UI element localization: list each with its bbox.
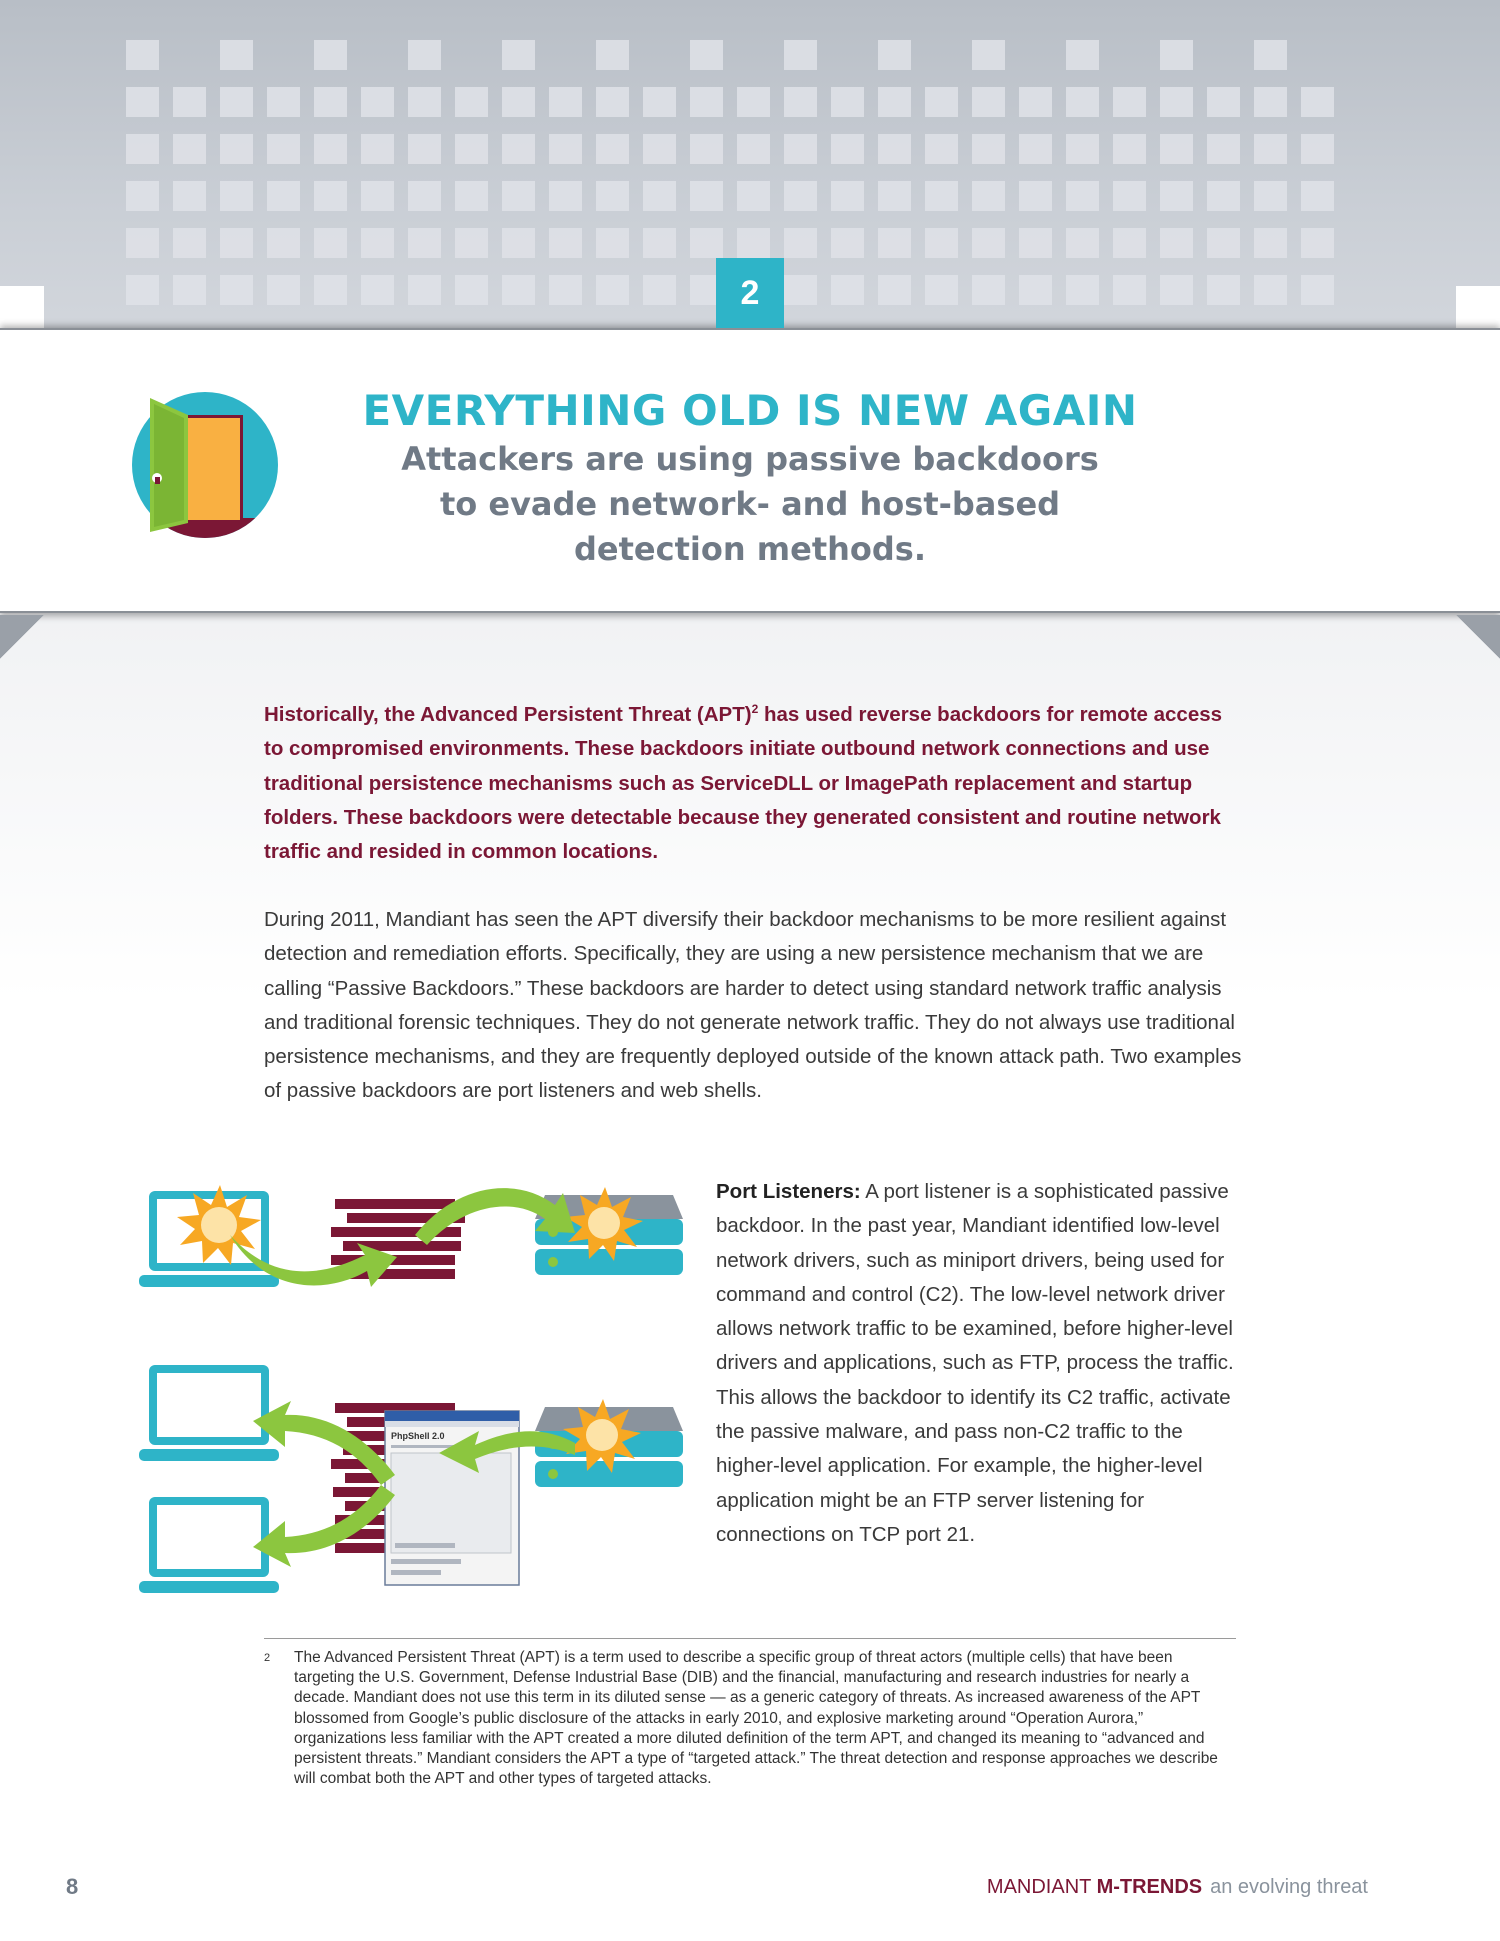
pattern-tile <box>690 87 723 117</box>
pattern-tile <box>643 134 676 164</box>
footnote-divider <box>264 1638 1236 1639</box>
pattern-tile <box>1301 87 1334 117</box>
pattern-tile <box>1207 275 1240 305</box>
window-title: PhpShell 2.0 <box>391 1431 445 1441</box>
pattern-tile <box>643 275 676 305</box>
pattern-tile <box>972 134 1005 164</box>
pattern-tile <box>878 228 911 258</box>
pattern-tile <box>173 275 206 305</box>
pattern-tile <box>1019 228 1052 258</box>
pattern-tile <box>596 134 629 164</box>
subtitle-line: detection methods. <box>574 530 926 568</box>
pattern-tile <box>1113 87 1146 117</box>
pattern-tile <box>972 275 1005 305</box>
pattern-tile <box>784 275 817 305</box>
pattern-tile <box>220 181 253 211</box>
pattern-tile <box>1113 275 1146 305</box>
pattern-tile <box>408 40 441 70</box>
pattern-tile <box>643 228 676 258</box>
pattern-tile <box>1160 87 1193 117</box>
pattern-tile <box>502 87 535 117</box>
pattern-tile <box>1301 275 1334 305</box>
pattern-tile <box>1019 87 1052 117</box>
pattern-tile <box>314 275 347 305</box>
pattern-tile <box>1066 87 1099 117</box>
pattern-tile <box>878 40 911 70</box>
pattern-tile <box>220 228 253 258</box>
port-listeners-label: Port Listeners: <box>716 1180 861 1203</box>
pattern-tile <box>267 87 300 117</box>
pattern-tile <box>1066 228 1099 258</box>
pattern-tile <box>1113 134 1146 164</box>
pattern-tile <box>784 40 817 70</box>
pattern-tile <box>784 181 817 211</box>
pattern-tile <box>220 134 253 164</box>
pattern-tile <box>972 228 1005 258</box>
pattern-tile <box>361 134 394 164</box>
pattern-tile <box>1207 87 1240 117</box>
pattern-tile <box>1066 275 1099 305</box>
pattern-tile <box>1066 134 1099 164</box>
pattern-tile <box>408 275 441 305</box>
pattern-tile <box>502 275 535 305</box>
footnote-text: The Advanced Persistent Threat (APT) is a term used to describe a specific group of threat actors (multiple cells) that have been targeting the U.S. Government, Defense Industrial Base (DIB) and the financial, manufacturing and research industries for nearly a decade. Mandiant does not use this term in its diluted sense — as a generic category of threats. As increased awareness of the APT blossomed from Google’s public disclosure of the attacks in early 2010, and explosive marketing around “Operation Aurora,” organizations less familiar with the APT created a more diluted definition of the term APT, and changed its meaning to “advanced and persistent threats.” Mandiant considers the APT a type of “targeted attack.” The threat detection and response approaches we describe will combat both the APT and other types of targeted attacks. <box>294 1649 1218 1788</box>
port-listeners-text: A port listener is a sophisticated passive backdoor. In the past year, Mandiant identified low-level network drivers, such as miniport drivers, being used for command and control (C2). The low-level network driver allows network traffic to be examined, before higher-level drivers and applications, such as FTP, process the traffic. This allows the backdoor to identify its C2 traffic, activate the passive malware, and pass non-C2 traffic to the higher-level application. For example, the higher-level application might be an FTP server listening for connections on TCP port 21. <box>716 1180 1234 1546</box>
lead-text-end: has used reverse backdoors for remote access to compromised environments. These backdoors initiate outbound network connections and use traditional persistence mechanisms such as ServiceDLL or ImagePath replacement and startup folders. These backdoors were detectable because they generated consistent and routine network traffic and resided in common locations. <box>264 703 1223 864</box>
pattern-tile <box>220 275 253 305</box>
pattern-tile <box>831 134 864 164</box>
pattern-tile <box>690 40 723 70</box>
pattern-tile <box>596 275 629 305</box>
footer-brand: MANDIANT <box>986 1876 1097 1898</box>
pattern-tile <box>314 134 347 164</box>
pattern-tile <box>1301 181 1334 211</box>
pattern-tile <box>784 134 817 164</box>
running-footer <box>987 1876 1368 1899</box>
pattern-tile <box>173 87 206 117</box>
pattern-tile <box>267 275 300 305</box>
pattern-tile <box>737 181 770 211</box>
pattern-tile <box>361 275 394 305</box>
pattern-tile <box>267 181 300 211</box>
pattern-tile <box>1254 181 1287 211</box>
pattern-tile <box>1160 181 1193 211</box>
subtitle-line: to evade network- and host-based <box>439 485 1061 523</box>
pattern-tile <box>502 134 535 164</box>
ribbon-fold-left <box>0 615 44 659</box>
pattern-tile <box>408 134 441 164</box>
pattern-tile <box>361 181 394 211</box>
pattern-tile <box>1254 228 1287 258</box>
pattern-tile <box>455 275 488 305</box>
laptop-icon <box>139 1365 279 1461</box>
pattern-tile <box>314 181 347 211</box>
pattern-tile <box>596 228 629 258</box>
pattern-tile <box>1254 134 1287 164</box>
pattern-tile <box>925 134 958 164</box>
chapter-title: EVERYTHING OLD IS NEW AGAIN <box>362 386 1138 435</box>
pattern-tile <box>408 228 441 258</box>
pattern-tile <box>408 181 441 211</box>
pattern-tile <box>361 228 394 258</box>
pattern-tile <box>878 134 911 164</box>
pattern-tile <box>126 228 159 258</box>
footnote <box>264 1648 1236 1789</box>
pattern-tile <box>831 228 864 258</box>
pattern-tile <box>1207 181 1240 211</box>
pattern-tile <box>596 181 629 211</box>
pattern-tile <box>1301 134 1334 164</box>
pattern-tile <box>361 87 394 117</box>
pattern-tile <box>1207 228 1240 258</box>
pattern-tile <box>831 87 864 117</box>
pattern-tile <box>126 87 159 117</box>
passive-backdoor-illustration <box>135 1175 695 1595</box>
pattern-tile <box>173 228 206 258</box>
pattern-tile <box>784 228 817 258</box>
pattern-tile <box>690 228 723 258</box>
pattern-tile <box>1207 134 1240 164</box>
footnote-number: 2 <box>264 1652 271 1664</box>
pattern-tile <box>878 181 911 211</box>
pattern-tile <box>1113 181 1146 211</box>
pattern-tile <box>126 40 159 70</box>
lead-text-start: Historically, the Advanced Persistent Threat (APT) <box>264 703 752 726</box>
footer-tagline: an evolving threat <box>1210 1876 1368 1898</box>
pattern-tile <box>878 275 911 305</box>
pattern-tile <box>455 228 488 258</box>
open-door-icon <box>130 390 280 540</box>
pattern-tile <box>455 134 488 164</box>
pattern-tile <box>502 40 535 70</box>
pattern-tile <box>408 87 441 117</box>
pattern-tile <box>784 87 817 117</box>
pattern-tile <box>737 134 770 164</box>
pattern-tile <box>878 87 911 117</box>
pattern-tile <box>549 275 582 305</box>
pattern-tile <box>126 275 159 305</box>
chapter-subtitle <box>300 437 1200 572</box>
pattern-tile <box>1160 134 1193 164</box>
pattern-tile <box>1254 40 1287 70</box>
body-paragraph: During 2011, Mandiant has seen the APT diversify their backdoor mechanisms to be more resilient against detection and remediation efforts. Specifically, they are using a new persistence mechanism that we are calling “Passive Backdoors.” These backdoors are harder to detect using standard network traffic analysis and traditional forensic techniques. They do not generate network traffic. They do not always use traditional persistence mechanisms, and they are frequently deployed outside of the known attack path. Two examples of passive backdoors are port listeners and web shells. <box>264 908 1242 1103</box>
pattern-tile <box>267 134 300 164</box>
pattern-tile <box>972 87 1005 117</box>
pattern-tile <box>690 134 723 164</box>
footnote-ref[interactable]: 2 <box>751 702 759 717</box>
pattern-tile <box>925 181 958 211</box>
pattern-tile <box>1019 181 1052 211</box>
pattern-tile <box>925 228 958 258</box>
pattern-tile <box>596 87 629 117</box>
pattern-tile <box>831 181 864 211</box>
pattern-tile <box>455 87 488 117</box>
chapter-number-badge <box>716 258 784 328</box>
footer-brand-bold: M-TRENDS <box>1096 1876 1203 1898</box>
pattern-tile <box>643 87 676 117</box>
pattern-tile <box>220 87 253 117</box>
pattern-tile <box>549 134 582 164</box>
pattern-tile <box>220 40 253 70</box>
pattern-tile <box>1254 275 1287 305</box>
subtitle-line: Attackers are using passive backdoors <box>401 440 1099 478</box>
chapter-number: 2 <box>740 273 760 312</box>
pattern-tile <box>737 87 770 117</box>
pattern-tile <box>972 181 1005 211</box>
pattern-tile <box>972 40 1005 70</box>
pattern-tile <box>1066 40 1099 70</box>
pattern-tile <box>1160 228 1193 258</box>
pattern-tile <box>1113 228 1146 258</box>
pattern-tile <box>1019 275 1052 305</box>
page-number: 8 <box>66 1874 79 1899</box>
pattern-tile <box>925 87 958 117</box>
pattern-tile <box>549 181 582 211</box>
pattern-tile <box>549 228 582 258</box>
ribbon-fold-right <box>1456 615 1500 659</box>
lead-paragraph <box>264 698 1244 869</box>
pattern-tile <box>314 228 347 258</box>
pattern-tile <box>831 275 864 305</box>
pattern-tile <box>314 40 347 70</box>
pattern-tile <box>596 40 629 70</box>
pattern-tile <box>1160 40 1193 70</box>
pattern-tile <box>126 134 159 164</box>
pattern-tile <box>925 275 958 305</box>
pattern-tile <box>455 181 488 211</box>
pattern-tile <box>126 181 159 211</box>
pattern-tile <box>267 228 300 258</box>
pattern-tile <box>1019 134 1052 164</box>
port-listeners-paragraph <box>716 1175 1246 1552</box>
pattern-tile <box>549 87 582 117</box>
pattern-tile <box>173 134 206 164</box>
pattern-tile <box>502 181 535 211</box>
pattern-tile <box>173 181 206 211</box>
pattern-tile <box>690 181 723 211</box>
pattern-tile <box>314 87 347 117</box>
pattern-tile <box>1254 87 1287 117</box>
chapter-heading <box>300 385 1200 572</box>
pattern-tile <box>1066 181 1099 211</box>
pattern-tile <box>643 181 676 211</box>
pattern-tile <box>502 228 535 258</box>
pattern-tile <box>1301 228 1334 258</box>
pattern-tile <box>1160 275 1193 305</box>
pattern-tile <box>737 228 770 258</box>
